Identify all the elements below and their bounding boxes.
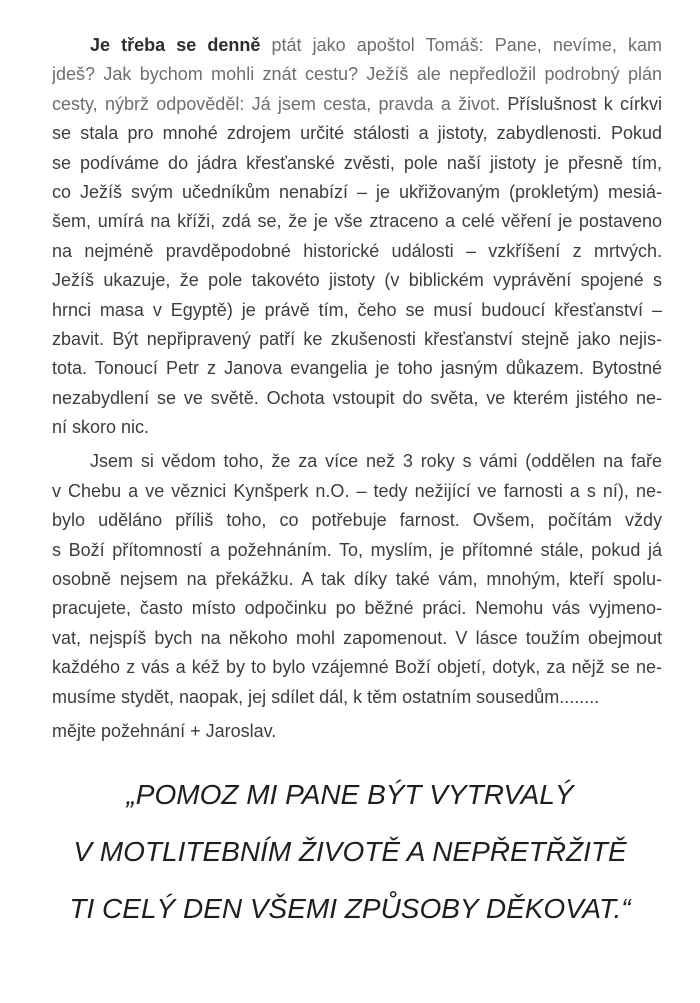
text-segment: v Chebu a ve věznici Kynšperk n.O. – tedy nežijící ve farnosti a s ní), ne- <box>52 480 662 501</box>
text-segment: s Boží přítomností a požehnáním. To, myslím, je přítomné stále, pokud já <box>52 539 662 560</box>
text-line <box>52 624 662 653</box>
text-segment: se podíváme do jádra křesťanské zvěsti, pole naší jistoty je přesně tím, <box>52 152 662 173</box>
text-line <box>52 506 662 535</box>
text-segment: nezabydlení se ve světě. Ochota vstoupit do světa, ve kterém jistého ne- <box>52 387 662 408</box>
text-segment: musíme stydět, naopak, jej sdílet dál, k těm ostatním sousedům........ <box>52 686 600 707</box>
text-line <box>52 237 662 266</box>
text-line <box>52 565 662 594</box>
text-segment: mějte požehnání + Jaroslav. <box>52 720 277 741</box>
text-segment: tota. Tonoucí Petr z Janova evangelia je toho jasným důkazem. Bytostné <box>52 358 662 379</box>
text-line <box>52 90 662 119</box>
text-line <box>52 149 662 178</box>
text-line <box>52 266 662 295</box>
text-segment: na nejméně pravděpodobné historické události – vzkříšení z mrtvých. <box>52 240 662 261</box>
text-segment: se stala pro mnohé zdrojem určité stálosti a jistoty, zabydlenosti. Pokud <box>52 123 662 144</box>
text-segment: Jsem si vědom toho, že za více než 3 roky s vámi (oddělen na faře <box>90 451 662 472</box>
quote-line: V MOTLITEBNÍM ŽIVOTĚ A NEPŘETŘŽITĚ <box>73 836 627 867</box>
text-line <box>52 413 662 442</box>
text-segment: cesty, nýbrž odpověděl: Já jsem cesta, pravda a život. <box>52 93 508 114</box>
text-line <box>52 447 662 476</box>
text-line <box>52 207 662 236</box>
text-line <box>52 477 662 506</box>
text-line <box>52 683 662 712</box>
text-line <box>52 119 662 148</box>
text-segment: každého z vás a kéž by to bylo vzájemné Boží objetí, dotyk, za nějž se ne- <box>52 657 662 678</box>
text-segment: ní skoro nic. <box>52 417 150 438</box>
text-line <box>52 536 662 565</box>
text-segment: zbavit. Být nepřipravený patří ke zkušenosti křesťanství stejně jako nejis- <box>52 328 662 349</box>
text-segment: pracujete, často místo odpočinku po běžné práci. Nemohu vás vyjmeno- <box>52 598 662 619</box>
text-segment: Příslušnost k církvi <box>507 93 662 114</box>
text-segment: jdeš? Jak bychom mohli znát cestu? Ježíš ale nepředložil podrobný plán <box>52 64 662 85</box>
paragraph <box>52 31 662 442</box>
text-line <box>52 325 662 354</box>
text-line <box>52 60 662 89</box>
quote-line: „POMOZ MI PANE BÝT VYTRVALÝ <box>126 779 574 810</box>
text-segment: ptát jako apoštol Tomáš: Pane, nevíme, kam <box>271 35 662 55</box>
letter-body <box>52 31 662 751</box>
text-line <box>52 384 662 413</box>
text-segment: šem, umírá na kříži, zdá se, že je vše ztraceno a celé věření je postaveno <box>52 211 662 232</box>
text-segment: co Ježíš svým učedníkům nenabízí – je ukřižovaným (prokletým) mesiá- <box>52 181 662 202</box>
text-segment: Je třeba se denně <box>90 35 272 55</box>
text-line <box>52 653 662 682</box>
text-line <box>52 354 662 383</box>
paragraph <box>52 447 662 712</box>
text-line <box>52 31 662 60</box>
closing-quote <box>0 766 700 937</box>
paragraph <box>52 717 662 746</box>
text-segment: osobně nejsem na překážku. A tak díky také vám, mnohým, kteří spolu- <box>52 569 662 590</box>
text-line <box>52 178 662 207</box>
text-segment: vat, nejspíš bych na někoho mohl zapomenout. V lásce toužím obejmout <box>52 627 662 648</box>
text-segment: Ježíš ukazuje, že pole takovéto jistoty (v biblickém vyprávění spojené s <box>52 270 662 291</box>
quote-line: TI CELÝ DEN VŠEMI ZPŮSOBY DĚKOVAT.“ <box>69 893 631 924</box>
text-segment: bylo uděláno příliš toho, co potřebuje farnost. Ovšem, počítám vždy <box>52 510 662 531</box>
text-segment: hrnci masa v Egyptě) je právě tím, čeho se musí budoucí křesťanství – <box>52 299 662 320</box>
text-line <box>52 594 662 623</box>
text-line <box>52 296 662 325</box>
text-line <box>52 717 662 746</box>
